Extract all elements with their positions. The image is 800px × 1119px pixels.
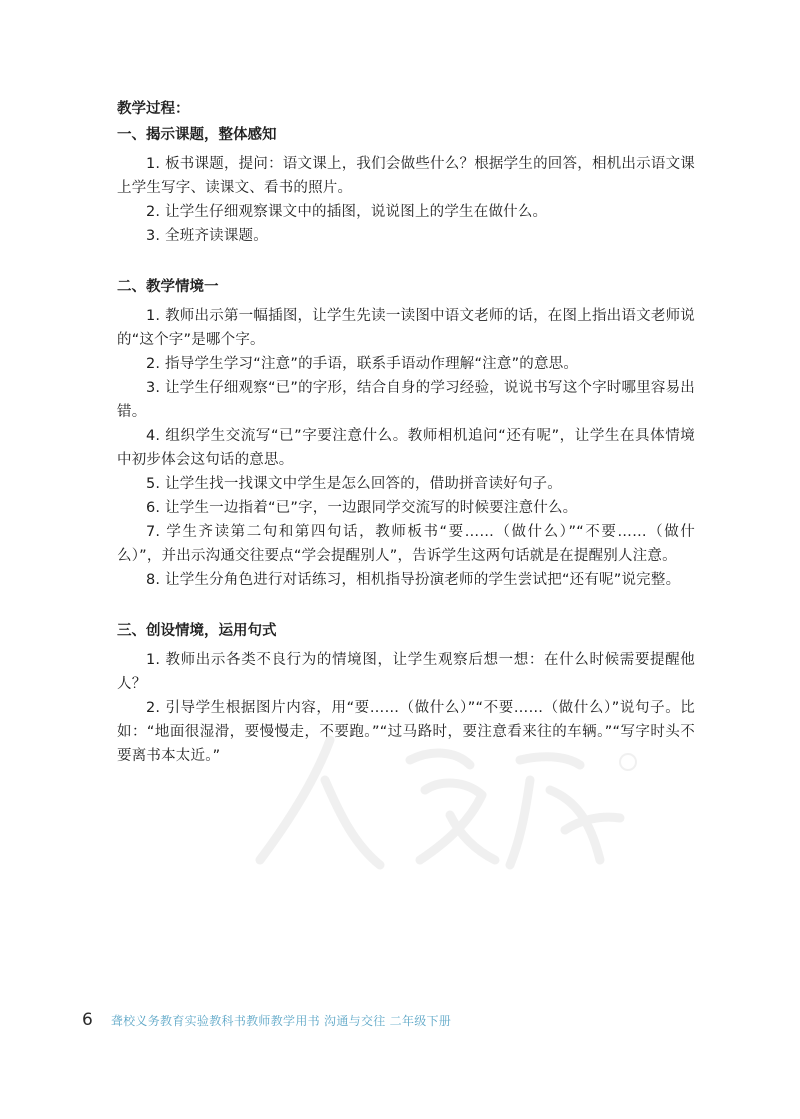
list-item: 7. 学生齐读第二句和第四句话，教师板书“要……（做什么）”“不要……（做什么）”，并出示沟通交往要点“学会提醒别人”，告诉学生这两句话就是在提醒别人注意。: [117, 524, 695, 564]
section-heading-2: 二、教学情境一: [117, 279, 219, 295]
list-item: 1. 教师出示各类不良行为的情境图，让学生观察后想一想：在什么时候需要提醒他人？: [117, 652, 695, 692]
list-item: 2. 让学生仔细观察课文中的插图，说说图上的学生在做什么。: [146, 204, 548, 220]
section-spacer: [117, 248, 695, 276]
list-item: 4. 组织学生交流写“已”字要注意什么。教师相机追问“还有呢”，让学生在具体情境中初步体会这句话的意思。: [117, 428, 695, 468]
intro-heading: 教学过程：: [117, 101, 190, 117]
list-item: 1. 教师出示第一幅插图，让学生先读一读图中语文老师的话，在图上指出语文老师说的“这个字”是哪个字。: [117, 308, 695, 348]
list-item: 2. 指导学生学习“注意”的手语，联系手语动作理解“注意”的意思。: [146, 356, 579, 372]
section-heading-3: 三、创设情境，运用句式: [117, 623, 277, 639]
section-spacer: [117, 592, 695, 620]
page-footer: [82, 1010, 451, 1034]
lesson-content: [117, 98, 695, 768]
list-item: 8. 让学生分角色进行对话练习，相机指导扮演老师的学生尝试把“还有呢”说完整。: [146, 572, 681, 588]
list-item: 1. 板书课题，提问：语文课上，我们会做些什么？根据学生的回答，相机出示语文课上学生写字、读课文、看书的照片。: [117, 156, 695, 196]
section-heading-1: 一、揭示课题，整体感知: [117, 127, 277, 143]
page-number: 6: [82, 1010, 93, 1030]
list-item: 2. 引导学生根据图片内容，用“要……（做什么）”“不要……（做什么）”说句子。比如：“地面很湿滑，要慢慢走，不要跑。”“过马路时，要注意看来往的车辆。”“写字时头不要离书本太近。”: [117, 700, 695, 764]
list-item: 6. 让学生一边指着“已”字，一边跟同学交流写的时候要注意什么。: [146, 500, 578, 516]
list-item: 3. 全班齐读课题。: [146, 228, 268, 244]
book-title: 聋校义务教育实验教科书教师教学用书 沟通与交往 二年级下册: [110, 1014, 452, 1028]
list-item: 5. 让学生找一找课文中学生是怎么回答的，借助拼音读好句子。: [146, 476, 562, 492]
list-item: 3. 让学生仔细观察“已”的字形，结合自身的学习经验，说说书写这个字时哪里容易出错。: [117, 380, 695, 420]
